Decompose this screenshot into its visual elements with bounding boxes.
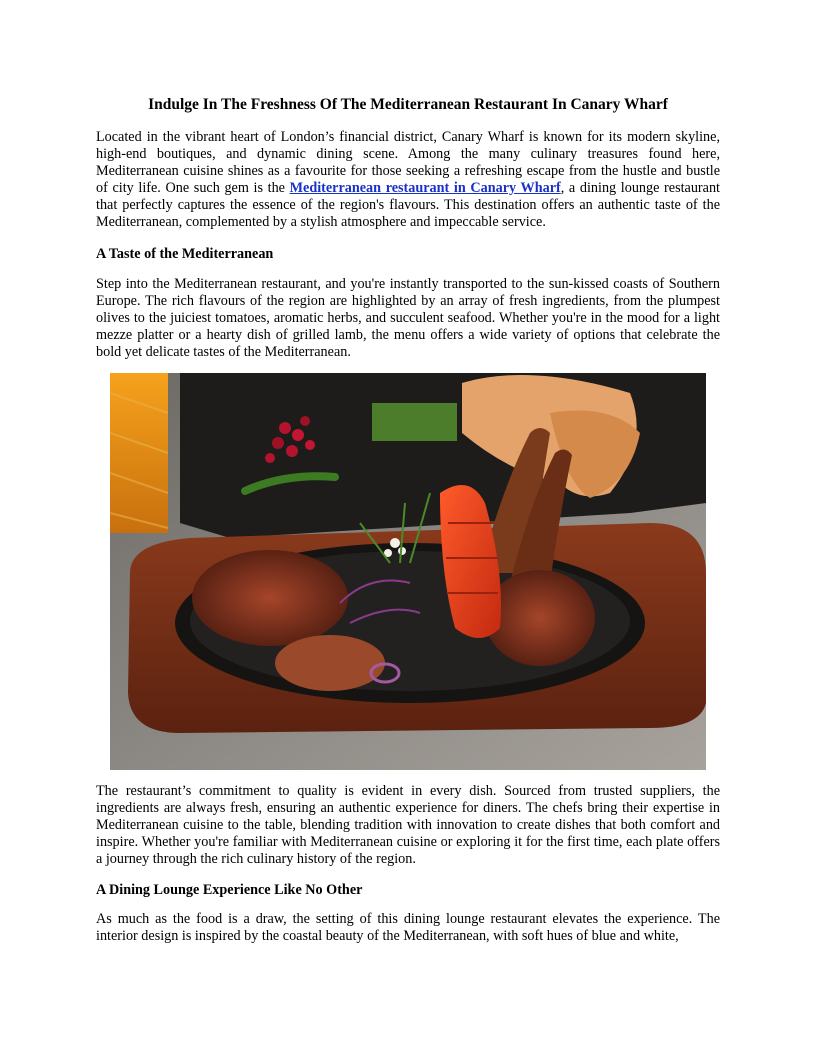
food-photo xyxy=(110,373,706,770)
lounge-paragraph: As much as the food is a draw, the setting of this dining lounge restaurant elevates the experience. The interior design is inspired by the coastal beauty of the Mediterranean, with soft hues of blue and white, xyxy=(96,911,720,944)
page-title: Indulge In The Freshness Of The Mediterranean Restaurant In Canary Wharf xyxy=(148,96,668,113)
taste-paragraph: Step into the Mediterranean restaurant, and you're instantly transported to the sun-kissed coasts of Southern Europe. The rich flavours of the region are highlighted by an array of fresh ingredients, from the plumpest olives to the juiciest tomatoes, aromatic herbs, and succulent seafood. Whether you're in the mood for a light mezze platter or a hearty dish of grilled lamb, the menu offers a wide variety of options that celebrate the bold yet delicate tastes of the Mediterranean. xyxy=(96,276,720,360)
section-heading-lounge: A Dining Lounge Experience Like No Other xyxy=(96,882,363,898)
intro-paragraph xyxy=(96,129,720,231)
intro-text-before-link: Located in the vibrant heart of London’s financial district, Canary Wharf is known for its modern skyline, high-end boutiques, and dynamic dining scene. Among the many culinary treasures found here, Mediterranean cuisine shines as a favourite for those seeking a refreshing escape from the hustle and bustle of city life. One such gem is the xyxy=(96,129,720,196)
restaurant-link[interactable]: Mediterranean restaurant in Canary Wharf xyxy=(289,180,561,196)
section-heading-taste: A Taste of the Mediterranean xyxy=(96,246,274,262)
intro-text-after-link: , a dining lounge restaurant that perfectly captures the essence of the region's flavours. This destination offers an authentic taste of the Mediterranean, complemented by a stylish atmosphere and impeccable service. xyxy=(96,180,720,230)
quality-paragraph: The restaurant’s commitment to quality is evident in every dish. Sourced from trusted suppliers, the ingredients are always fresh, ensuring an authentic experience for diners. The chefs bring their expertise in Mediterranean cuisine to the table, blending tradition with innovation to create dishes that both comfort and inspire. Whether you're familiar with Mediterranean cuisine or exploring it for the first time, each plate offers a journey through the rich culinary history of the region. xyxy=(96,783,720,867)
